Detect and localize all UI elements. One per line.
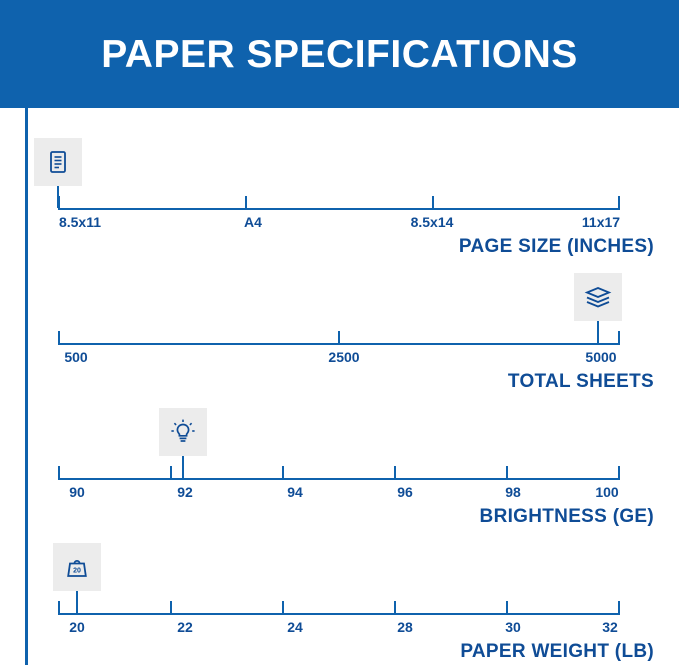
axis-tick bbox=[506, 466, 508, 478]
axis-line bbox=[58, 613, 620, 615]
axis-title-page-size: PAGE SIZE (INCHES) bbox=[458, 236, 654, 257]
brightness-marker-stem bbox=[182, 456, 184, 478]
weight-icon-label: 20 bbox=[73, 567, 81, 575]
axis-tick bbox=[282, 601, 284, 613]
paper-weight-marker[interactable] bbox=[53, 543, 101, 591]
axis-tick-label: 98 bbox=[505, 484, 521, 500]
brightness-marker[interactable] bbox=[159, 408, 207, 456]
axis-tick bbox=[432, 196, 434, 208]
page-title: PAPER SPECIFICATIONS bbox=[101, 32, 578, 76]
axis-tick bbox=[338, 331, 340, 343]
axis-line bbox=[58, 208, 620, 210]
axis-tick bbox=[58, 196, 60, 208]
document-icon bbox=[45, 149, 71, 175]
page-size-marker[interactable] bbox=[34, 138, 82, 186]
axis-tick bbox=[618, 466, 620, 478]
axis-tick-label: 2500 bbox=[328, 349, 360, 365]
axis-tick-label: 28 bbox=[397, 619, 413, 635]
total-sheets-marker-stem bbox=[597, 321, 599, 343]
axis-tick bbox=[58, 331, 60, 343]
axis-tick-label: 22 bbox=[177, 619, 193, 635]
axis-tick-label: 500 bbox=[64, 349, 88, 365]
paper-weight-marker-stem bbox=[76, 591, 78, 613]
axis-line bbox=[58, 343, 620, 345]
axis-tick-label: 94 bbox=[287, 484, 303, 500]
stack-of-sheets-icon bbox=[584, 283, 612, 311]
axis-tick-label: 24 bbox=[287, 619, 303, 635]
axis-tick-label: 96 bbox=[397, 484, 413, 500]
axis-title-brightness: BRIGHTNESS (GE) bbox=[479, 506, 654, 527]
axis-tick-label: 5000 bbox=[585, 349, 617, 365]
total-sheets-marker[interactable] bbox=[574, 273, 622, 321]
axis-tick bbox=[506, 601, 508, 613]
axis-tick bbox=[58, 466, 60, 478]
weight-icon bbox=[63, 553, 91, 581]
axis-tick-label: 8.5x14 bbox=[410, 214, 454, 230]
axis-tick bbox=[58, 601, 60, 613]
axis-tick bbox=[245, 196, 247, 208]
axis-tick-label: 100 bbox=[595, 484, 619, 500]
axis-line bbox=[58, 478, 620, 480]
axis-tick-label: A4 bbox=[244, 214, 262, 230]
axis-tick bbox=[618, 601, 620, 613]
axis-tick-label: 90 bbox=[69, 484, 85, 500]
axis-tick-label: 92 bbox=[177, 484, 193, 500]
axis-tick-label: 8.5x11 bbox=[58, 214, 102, 230]
axis-title-paper-weight: PAPER WEIGHT (LB) bbox=[460, 641, 654, 662]
axis-tick bbox=[282, 466, 284, 478]
axis-tick bbox=[170, 466, 172, 478]
axis-tick bbox=[618, 196, 620, 208]
axis-tick bbox=[394, 601, 396, 613]
axis-tick-label: 32 bbox=[602, 619, 618, 635]
header-band bbox=[0, 0, 679, 108]
axis-tick bbox=[170, 601, 172, 613]
axis-tick-label: 30 bbox=[505, 619, 521, 635]
lightbulb-icon bbox=[169, 418, 197, 446]
left-vertical-rule bbox=[25, 108, 28, 665]
axis-title-total-sheets: TOTAL SHEETS bbox=[507, 371, 654, 392]
axis-tick bbox=[394, 466, 396, 478]
axis-tick-label: 20 bbox=[69, 619, 85, 635]
axis-tick-label: 11x17 bbox=[581, 214, 621, 230]
axis-tick bbox=[618, 331, 620, 343]
